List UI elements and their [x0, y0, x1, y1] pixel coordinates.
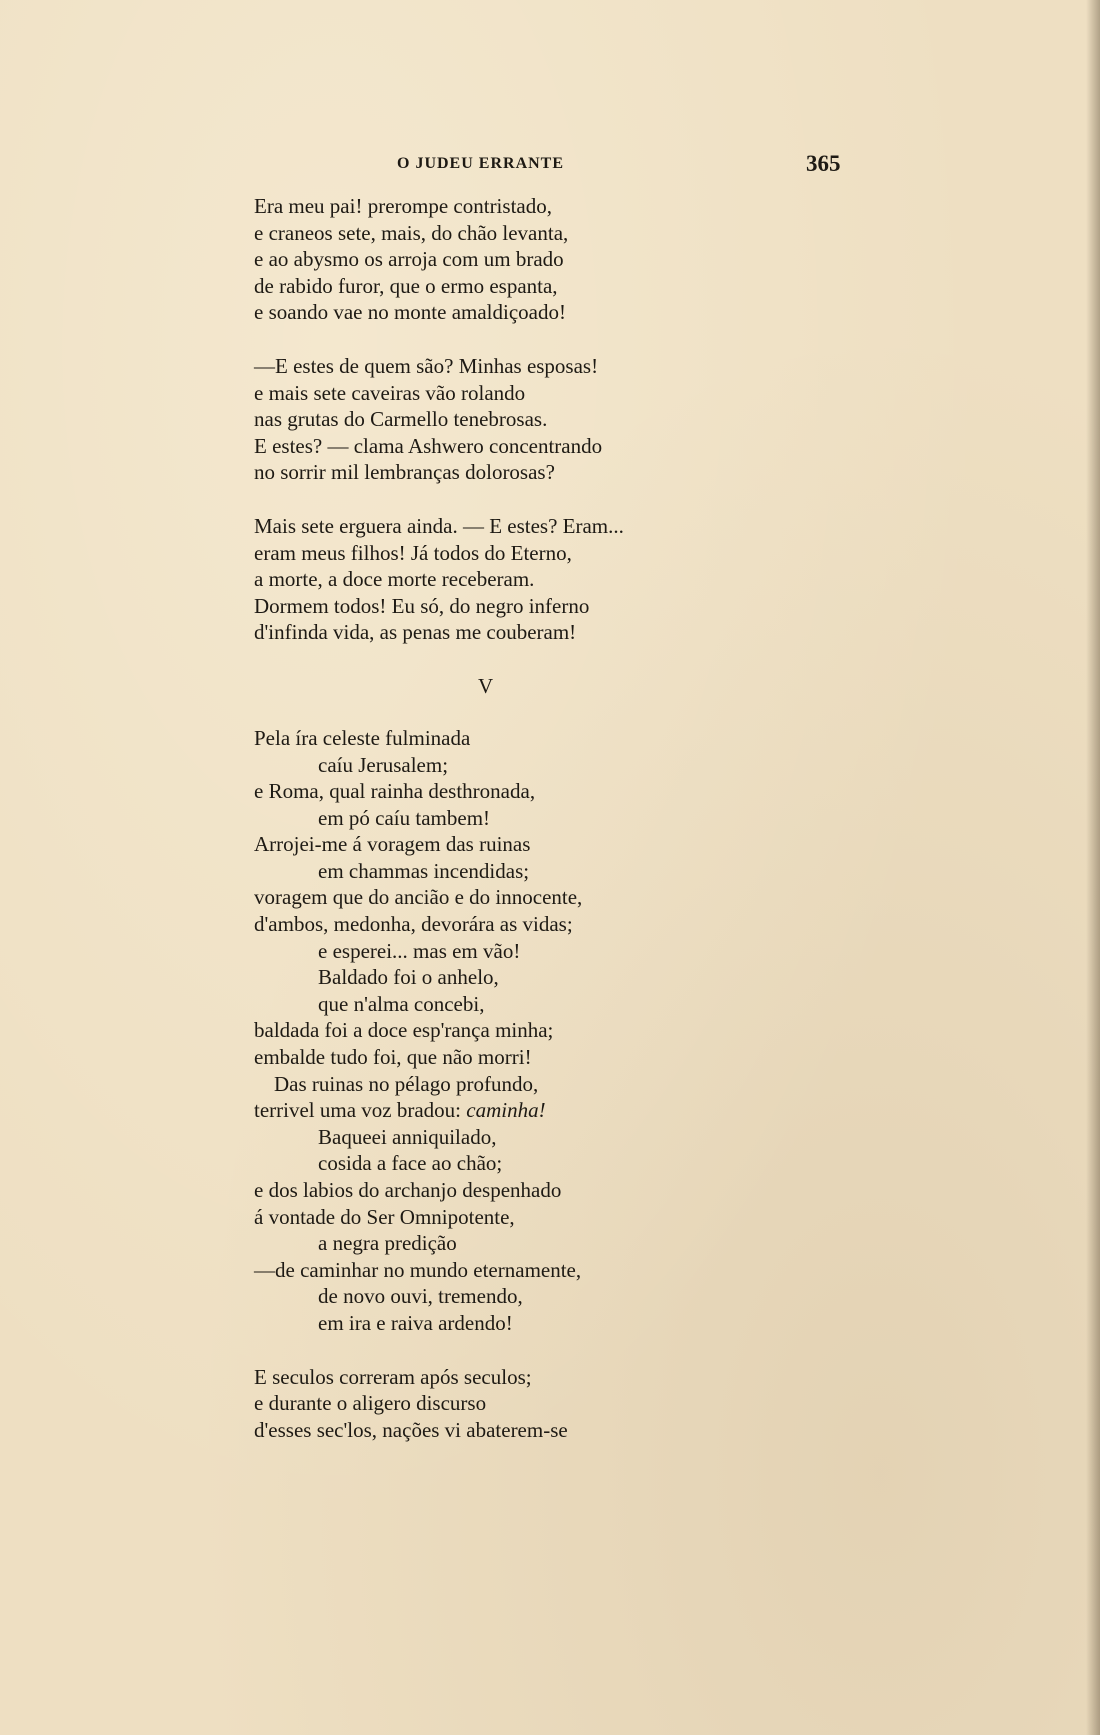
- section-v-stanza: [254, 725, 734, 1337]
- verse-line: nas grutas do Carmello tenebrosas.: [254, 407, 548, 432]
- verse-line: —E estes de quem são? Minhas esposas!: [254, 353, 599, 378]
- verse-line: á vontade do Ser Omnipotente,: [254, 1204, 515, 1229]
- verse-line: que n'alma concebi,: [318, 991, 485, 1016]
- verse-line: e esperei... mas em vão!: [318, 938, 521, 963]
- stanza: [254, 193, 734, 326]
- verse-line: e craneos sete, mais, do chão levanta,: [254, 220, 569, 245]
- section-numeral: V: [478, 674, 494, 698]
- stanza: [254, 513, 734, 646]
- verse-line: em chammas incendidas;: [318, 858, 530, 883]
- verse-line: de novo ouvi, tremendo,: [318, 1284, 523, 1309]
- verse-line: em ira e raiva ardendo!: [318, 1310, 513, 1335]
- verse-line: eram meus filhos! Já todos do Eterno,: [254, 540, 572, 565]
- verse-line: caíu Jerusalem;: [318, 752, 449, 777]
- verse-line: Baldado foi o anhelo,: [318, 965, 499, 990]
- final-stanza: [254, 1364, 734, 1444]
- verse-line: e durante o aligero discurso: [254, 1391, 487, 1416]
- verse-line: [254, 1097, 734, 1124]
- verse-line: Dormem todos! Eu só, do negro inferno: [254, 593, 590, 618]
- verse-line: E estes? — clama Ashwero concentrando: [254, 433, 603, 458]
- page-edge-shadow: [1086, 0, 1100, 1735]
- verse-line: Mais sete erguera ainda. — E estes? Eram...: [254, 513, 624, 538]
- verse-line: E seculos correram após seculos;: [254, 1364, 532, 1389]
- verse-line: voragem que do ancião e do innocente,: [254, 885, 583, 910]
- verse-line: Arrojei-me á voragem das ruinas: [254, 832, 531, 857]
- verse-line: baldada foi a doce esp'rança minha;: [254, 1018, 554, 1043]
- verse-line: —de caminhar no mundo eternamente,: [254, 1257, 582, 1282]
- page-number: 365: [806, 151, 841, 176]
- page-header: [0, 151, 1100, 179]
- verse-line: Pela íra celeste fulminada: [254, 725, 471, 750]
- verse-line: e Roma, qual rainha desthronada,: [254, 779, 536, 804]
- verse-line: a negra predição: [318, 1231, 457, 1256]
- verse-line: e ao abysmo os arroja com um brado: [254, 247, 564, 272]
- verse-line: e mais sete caveiras vão rolando: [254, 380, 526, 405]
- verse-line: d'esses sec'los, nações vi abaterem-se: [254, 1417, 568, 1442]
- poem-text: [254, 193, 734, 1443]
- verse-line: em pó caíu tambem!: [318, 805, 491, 830]
- verse-line: embalde tudo foi, que não morri!: [254, 1045, 532, 1070]
- verse-line: e soando vae no monte amaldiçoado!: [254, 300, 566, 325]
- verse-line: no sorrir mil lembranças dolorosas?: [254, 460, 555, 485]
- stanza: [254, 353, 734, 486]
- verse-line: d'ambos, medonha, devorára as vidas;: [254, 912, 573, 937]
- verse-text: terrivel uma voz bradou:: [254, 1098, 462, 1123]
- running-title: O JUDEU ERRANTE: [397, 155, 565, 172]
- verse-line: e dos labios do archanjo despenhado: [254, 1178, 562, 1202]
- italic-word: caminha!: [466, 1098, 546, 1123]
- verse-line: a morte, a doce morte receberam.: [254, 567, 535, 592]
- verse-line: de rabido furor, que o ermo espanta,: [254, 273, 558, 298]
- verse-line: Era meu pai! prerompe contristado,: [254, 194, 552, 218]
- verse-line: Baqueei anniquilado,: [318, 1124, 497, 1149]
- verse-line: cosida a face ao chão;: [318, 1151, 503, 1176]
- verse-line: Das ruinas no pélago profundo,: [274, 1071, 539, 1096]
- verse-line: d'infinda vida, as penas me couberam!: [254, 620, 577, 645]
